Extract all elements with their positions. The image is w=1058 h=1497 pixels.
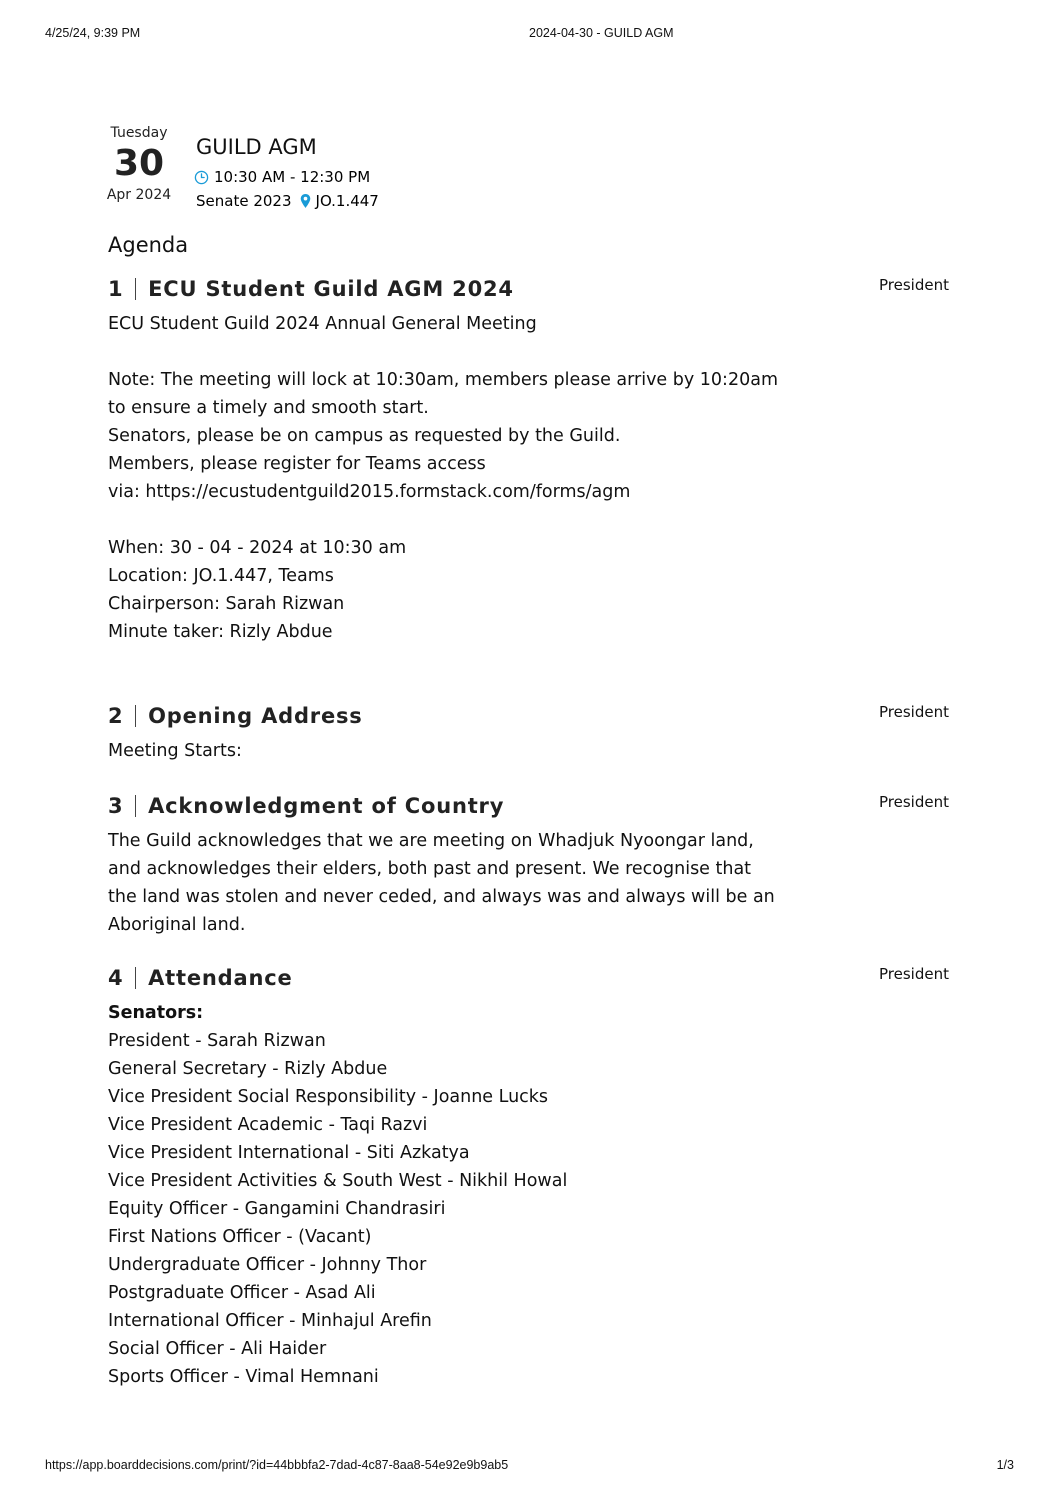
divider [135,705,136,727]
meeting-room: JO.1.447 [315,192,379,210]
meeting-title: GUILD AGM [196,135,317,159]
attendee-line: President - Sarah Rizwan [108,1031,326,1051]
agenda-item-owner: President [879,965,949,983]
body-line: When: 30 - 04 - 2024 at 10:30 am [108,538,407,558]
agenda-item-4 [108,963,968,1391]
attendee-line: Equity Officer - Gangamini Chandrasiri [108,1199,446,1219]
agenda-item-1 [108,274,968,646]
body-line: Minute taker: Rizly Abdue [108,622,333,642]
attendee-line: Vice President Social Responsibility - Joanne Lucks [108,1087,549,1107]
attendee-line: Sports Officer - Vimal Hemnani [108,1367,379,1387]
agenda-item-owner: President [879,276,949,294]
meeting-committee: Senate 2023 [196,192,292,210]
agenda-item-title: Acknowledgment of Country [148,794,505,818]
body-line: The Guild acknowledges that we are meeting on Whadjuk Nyoongar land, [108,831,754,851]
body-line: to ensure a timely and smooth start. [108,398,429,418]
body-line: Note: The meeting will lock at 10:30am, members please arrive by 10:20am [108,370,778,390]
senators-heading: Senators: [108,1003,204,1023]
body-line: Senators, please be on campus as requested by the Guild. [108,426,621,446]
agenda-item-body [108,827,968,939]
divider [135,967,136,989]
agenda-item-owner: President [879,793,949,811]
agenda-item-title: Attendance [148,966,293,990]
print-doc-title: 2024-04-30 - GUILD AGM [529,26,674,40]
meeting-month-year: Apr 2024 [106,187,172,203]
agenda-heading: Agenda [108,233,189,257]
body-line: Chairperson: Sarah Rizwan [108,594,345,614]
body-line: Meeting Starts: [108,741,242,761]
attendee-line: Vice President International - Siti Azkatya [108,1143,470,1163]
agenda-item-number: 2 [108,704,124,728]
print-header [0,26,1058,44]
agenda-item-2 [108,701,968,765]
print-page-number: 1/3 [996,1458,1014,1472]
meeting-time-row [194,167,370,187]
meeting-weekday: Tuesday [110,125,168,141]
agenda-item-body [108,310,968,646]
body-line: Location: JO.1.447, Teams [108,566,334,586]
meeting-time: 10:30 AM - 12:30 PM [214,168,371,186]
agenda-item-header [108,791,968,821]
body-line: Members, please register for Teams access [108,454,486,474]
blank-line [108,506,968,534]
agenda-item-number: 1 [108,277,124,301]
body-line: and acknowledges their elders, both past and present. We recognise that [108,859,752,879]
attendee-line: Vice President Academic - Taqi Razvi [108,1115,428,1135]
attendee-line: First Nations Officer - (Vacant) [108,1227,372,1247]
agenda-item-body [108,737,968,765]
attendee-line: Social Officer - Ali Haider [108,1339,327,1359]
location-pin-icon [300,193,311,209]
agenda-item-header [108,274,968,304]
body-line: Aboriginal land. [108,915,246,935]
print-url: https://app.boarddecisions.com/print/?id=44bbbfa2-7dad-4c87-8aa8-54e92e9b9ab5 [45,1458,509,1472]
clock-icon [194,170,209,185]
meeting-day: 30 [113,143,165,184]
agenda-item-header [108,963,968,993]
body-line: the land was stolen and never ceded, and always was and always will be an [108,887,775,907]
body-line: ECU Student Guild 2024 Annual General Meeting [108,314,537,334]
agenda-item-title: ECU Student Guild AGM 2024 [148,277,514,301]
agenda-item-body [108,999,968,1391]
divider [135,278,136,300]
meeting-date [104,124,174,204]
agenda-item-owner: President [879,703,949,721]
agenda-item-number: 4 [108,966,124,990]
attendee-line: International Officer - Minhajul Arefin [108,1311,432,1331]
divider [135,795,136,817]
print-footer [0,1458,1058,1476]
attendee-line: Undergraduate Officer - Johnny Thor [108,1255,427,1275]
print-datetime: 4/25/24, 9:39 PM [45,26,141,40]
registration-link-line: via: https://ecustudentguild2015.formstack.com/forms/agm [108,482,631,502]
attendee-line: Vice President Activities & South West - Nikhil Howal [108,1171,568,1191]
agenda-item-number: 3 [108,794,124,818]
agenda-item-title: Opening Address [148,704,363,728]
meeting-location-row [196,191,379,211]
attendee-line: General Secretary - Rizly Abdue [108,1059,388,1079]
agenda-item-header [108,701,968,731]
blank-line [108,338,968,366]
agenda-item-3 [108,791,968,939]
attendee-line: Postgraduate Officer - Asad Ali [108,1283,376,1303]
